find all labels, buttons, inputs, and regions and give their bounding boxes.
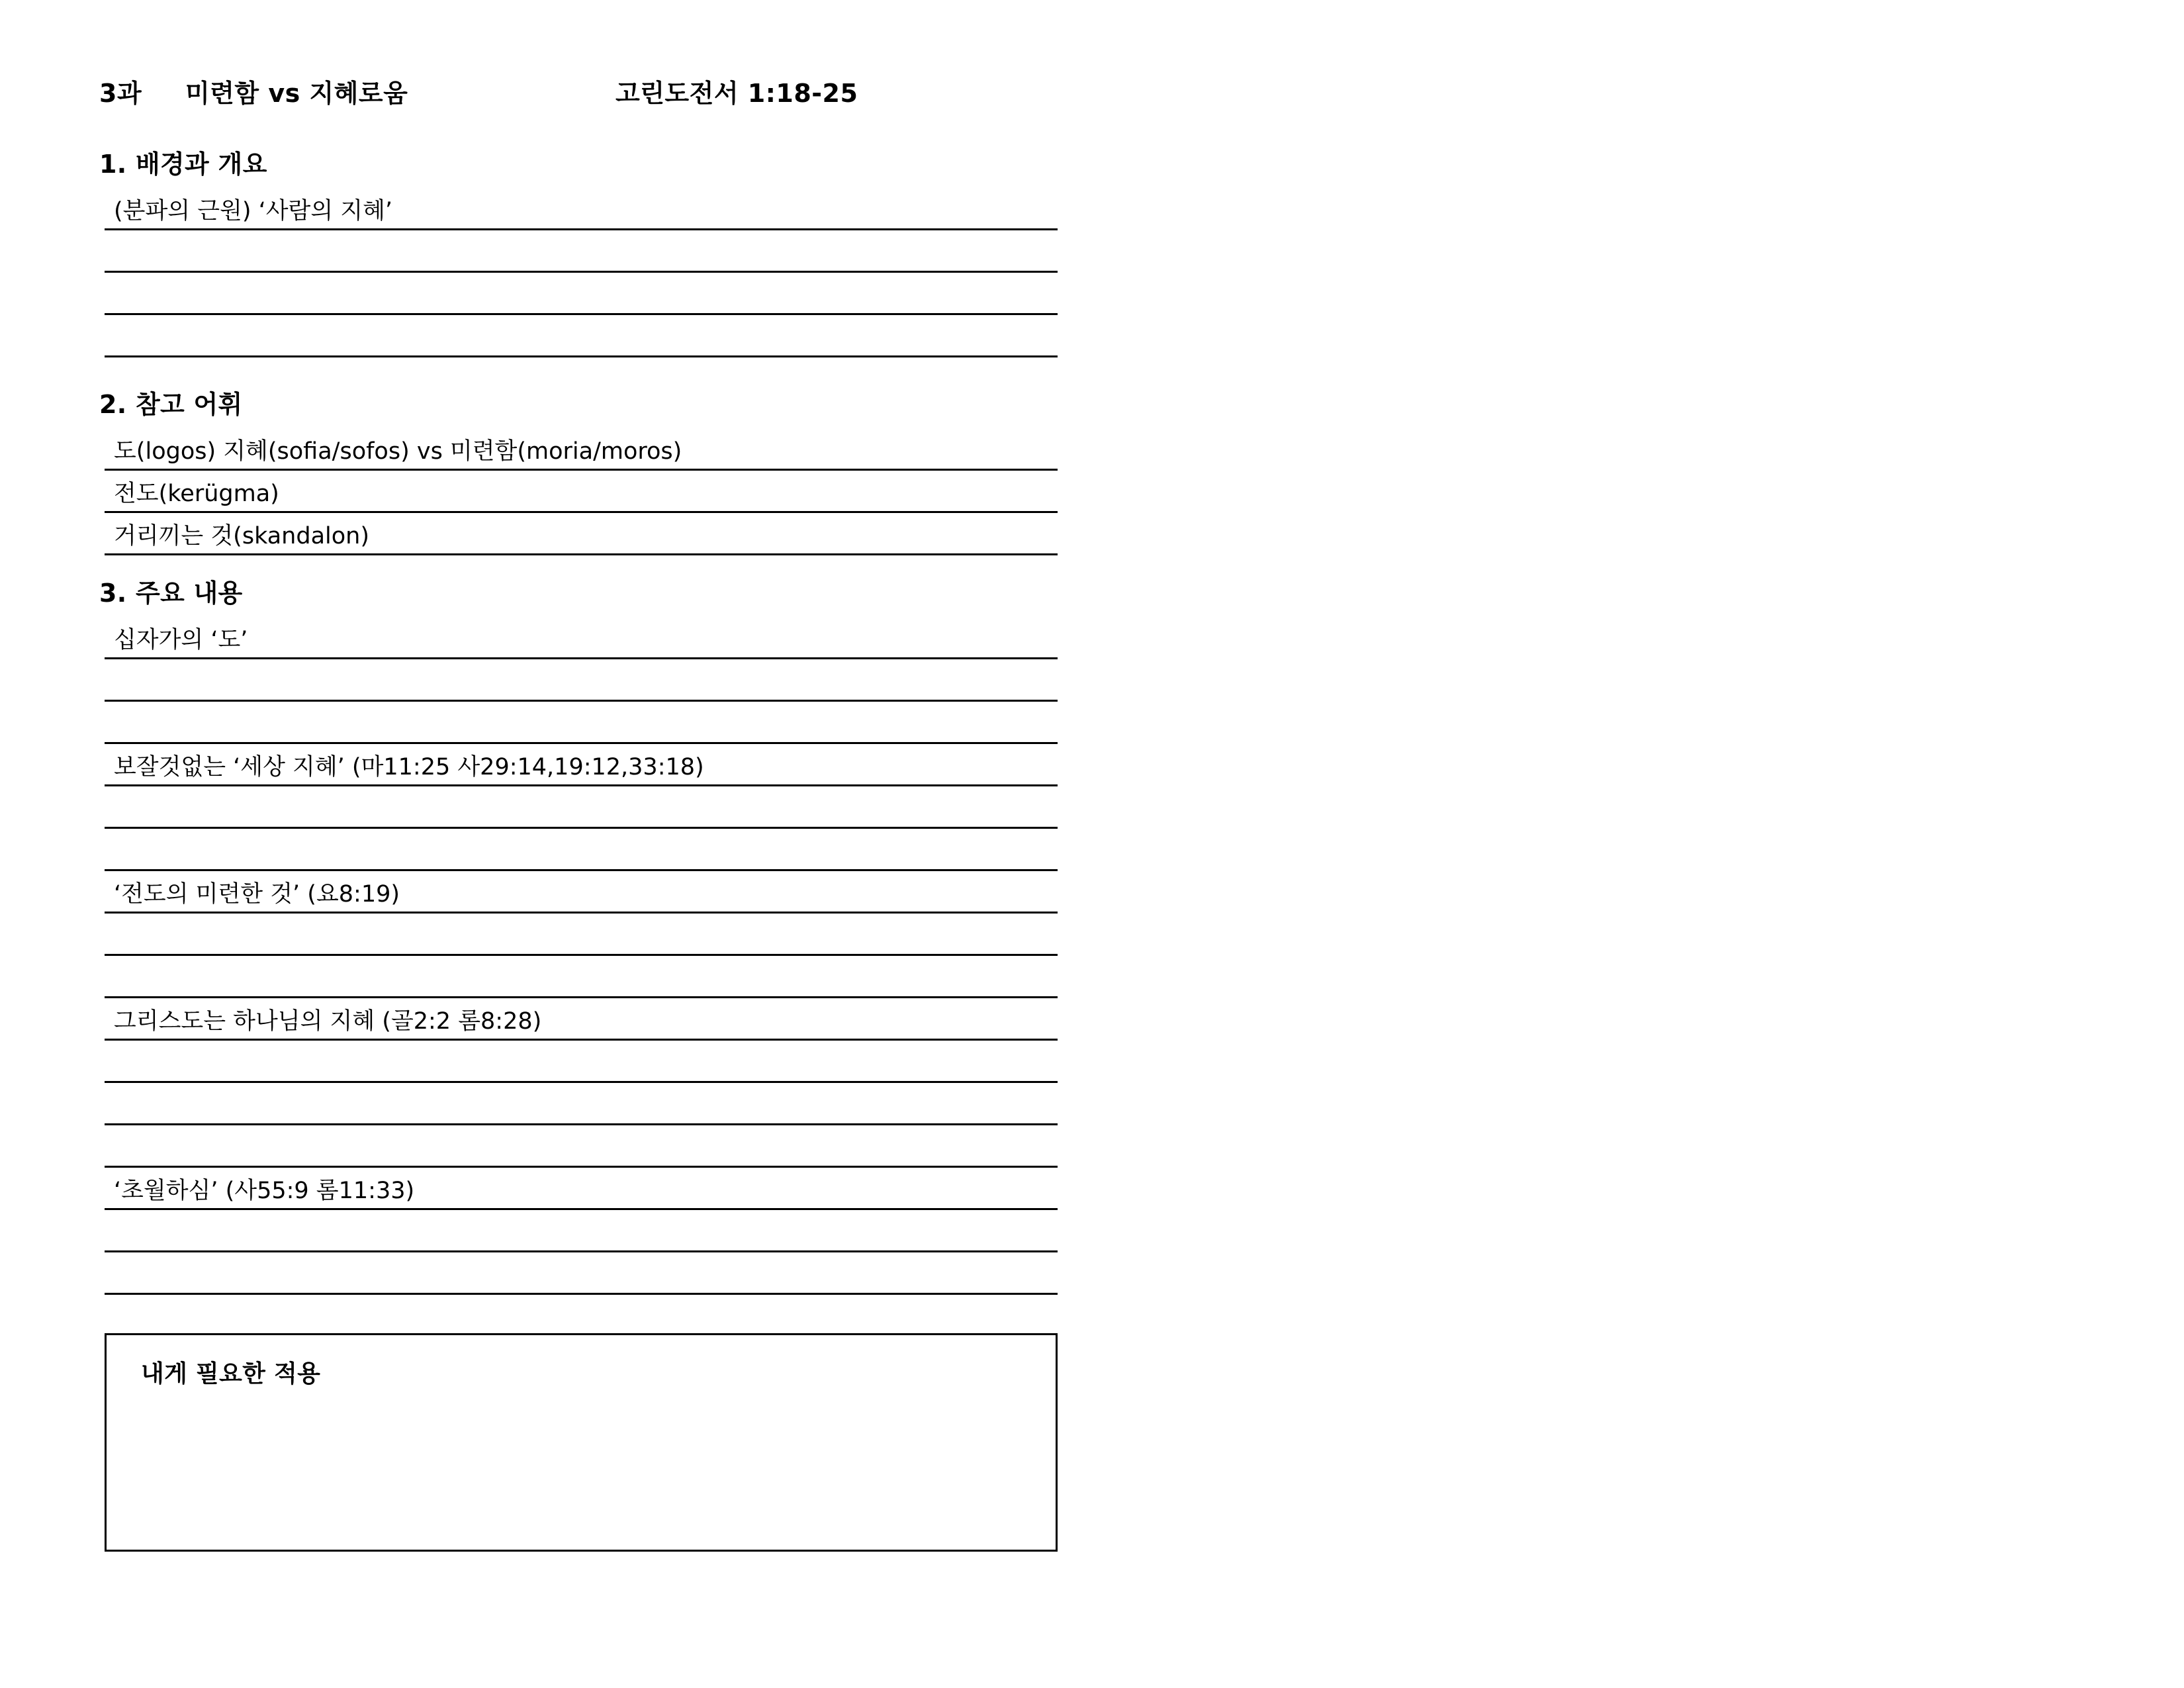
ruled-line[interactable] <box>105 659 1058 702</box>
ruled-line[interactable] <box>105 513 1058 555</box>
application-box[interactable] <box>105 1333 1058 1552</box>
application-box-title: 내게 필요한 적용 <box>141 1360 321 1387</box>
ruled-line-text: ‘전도의 미련한 것’ (요8:19) <box>114 881 400 908</box>
ruled-line-text: 전도(kerügma) <box>114 481 279 507</box>
ruled-line[interactable] <box>105 1252 1058 1295</box>
ruled-line[interactable] <box>105 702 1058 744</box>
ruled-line[interactable] <box>105 471 1058 513</box>
ruled-line[interactable] <box>105 998 1058 1041</box>
ruled-line[interactable] <box>105 1168 1058 1210</box>
section-main-content <box>99 573 2184 1295</box>
spacer <box>99 357 2184 384</box>
scripture-reference: 고린도전서 1:18-25 <box>615 79 858 108</box>
page-title: 미련함 vs 지혜로움 <box>185 79 408 108</box>
ruled-line-text: ‘초월하심’ (사55:9 롬11:33) <box>114 1178 415 1204</box>
ruled-line[interactable] <box>105 1041 1058 1083</box>
ruled-line[interactable] <box>105 273 1058 315</box>
ruled-line[interactable] <box>105 914 1058 956</box>
section-vocabulary <box>99 384 2184 555</box>
document-title-row <box>99 73 2184 109</box>
ruled-line-text: 그리스도는 하나님의 지혜 (골2:2 롬8:28) <box>114 1008 542 1035</box>
lesson-number: 3과 <box>99 79 142 108</box>
ruled-line[interactable] <box>105 315 1058 357</box>
ruled-line[interactable] <box>105 956 1058 998</box>
ruled-line[interactable] <box>105 1125 1058 1168</box>
ruled-line-text: 거리끼는 것(skandalon) <box>114 523 369 549</box>
ruled-line[interactable] <box>105 744 1058 786</box>
section-lines <box>105 188 1058 357</box>
section-heading: 1. 배경과 개요 <box>99 150 267 179</box>
spacer <box>99 555 2184 573</box>
ruled-line[interactable] <box>105 230 1058 273</box>
ruled-line[interactable] <box>105 428 1058 471</box>
ruled-line[interactable] <box>105 829 1058 871</box>
ruled-line-text: (분파의 근원) ‘사람의 지혜’ <box>114 198 393 224</box>
section-heading: 3. 주요 내용 <box>99 579 243 608</box>
ruled-line[interactable] <box>105 188 1058 230</box>
ruled-line[interactable] <box>105 1210 1058 1252</box>
ruled-line-text: 도(logos) 지혜(sofia/sofos) vs 미련함(moria/moros) <box>114 438 682 465</box>
section-background-overview <box>99 144 2184 357</box>
ruled-line-text: 보잘것없는 ‘세상 지혜’ (마11:25 사29:14,19:12,33:18) <box>114 754 704 780</box>
section-lines <box>105 428 1058 555</box>
ruled-line[interactable] <box>105 1083 1058 1125</box>
ruled-line[interactable] <box>105 871 1058 914</box>
ruled-line[interactable] <box>105 617 1058 659</box>
section-lines <box>105 617 1058 1295</box>
ruled-line[interactable] <box>105 786 1058 829</box>
section-heading: 2. 참고 어휘 <box>99 390 243 419</box>
ruled-line-text: 십자가의 ‘도’ <box>114 627 248 653</box>
